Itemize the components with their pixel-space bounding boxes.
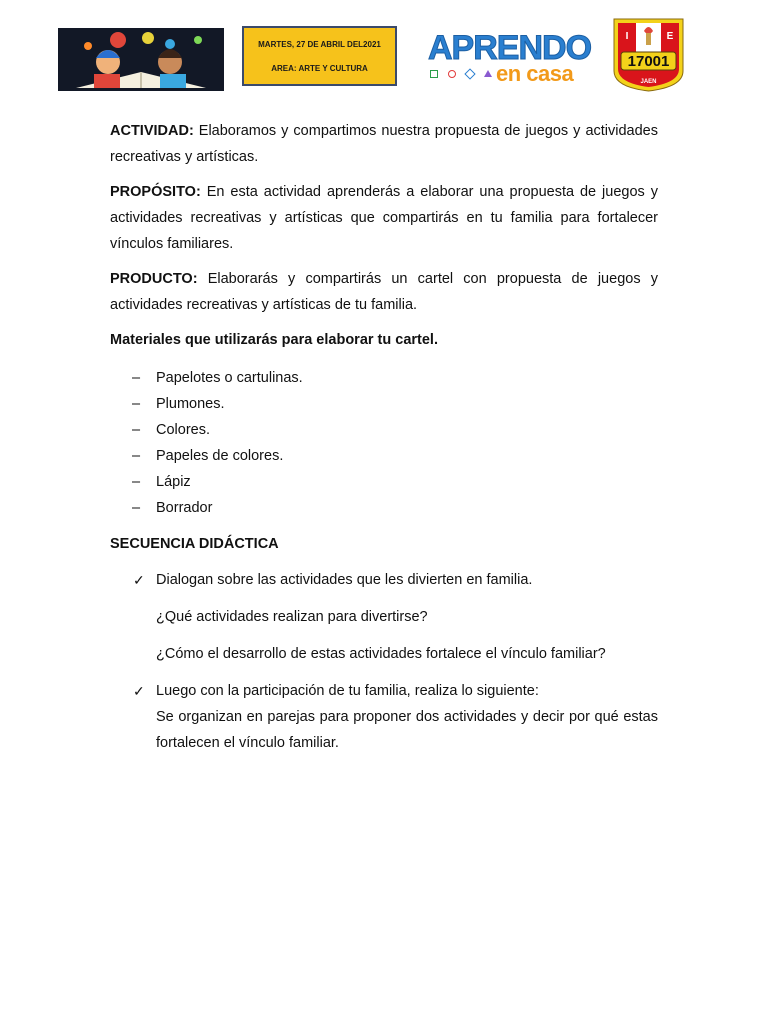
aprendo-en-casa-logo	[426, 27, 592, 87]
question-1: ¿Qué actividades realizan para divertirse?	[156, 609, 428, 625]
producto-label: PRODUCTO:	[110, 271, 198, 287]
actividad-text: Elaboramos y compartimos nuestra propuesta de juegos y actividades recreativas y artísticas.	[110, 123, 658, 165]
checkmark-icon: ✓	[133, 572, 145, 588]
proposito-text: En esta actividad aprenderás a elaborar una propuesta de juegos y actividades recreativas y artísticas que compartirás en tu familia para fortalecer vínculos familiares.	[110, 184, 658, 252]
material-text: Papeles de colores.	[156, 448, 284, 464]
material-text: Lápiz	[156, 474, 191, 490]
list-item	[110, 469, 658, 495]
list-item	[110, 417, 658, 443]
school-crest	[612, 17, 685, 93]
step-text: Dialogan sobre las actividades que les divierten en familia.	[156, 572, 533, 588]
dash-bullet: –	[132, 370, 141, 386]
date-area-box	[242, 26, 397, 86]
logo-aprendo-text: APRENDO	[428, 29, 592, 67]
logo-en-casa-text: en casa	[496, 61, 574, 86]
page-header	[0, 0, 768, 100]
logo-shapes	[430, 70, 492, 78]
date-label: MARTES, 27 DE ABRIL DEL2021	[258, 39, 381, 49]
crest-letter-e: E	[666, 31, 674, 42]
material-text: Plumones.	[156, 396, 225, 412]
crest-graphic	[612, 17, 685, 93]
document-body	[110, 118, 658, 767]
material-text: Papelotes o cartulinas.	[156, 370, 303, 386]
circle-icon	[448, 70, 456, 78]
producto-text: Elaborarás y compartirás un cartel con propuesta de juegos y actividades recreativas y artísticas de tu familia.	[110, 271, 658, 313]
diamond-icon	[464, 68, 475, 79]
area-label: AREA: ARTE Y CULTURA	[271, 63, 368, 73]
list-item	[110, 495, 658, 521]
sequence-step-1	[110, 567, 658, 667]
list-item	[110, 365, 658, 391]
dash-bullet: –	[132, 474, 141, 490]
list-item	[110, 391, 658, 417]
materials-list	[110, 365, 658, 521]
dash-bullet: –	[132, 448, 141, 464]
illustration-graphic	[58, 28, 224, 91]
children-reading-illustration	[58, 28, 224, 91]
crest-number: 17001	[627, 53, 670, 70]
actividad-label: ACTIVIDAD:	[110, 123, 194, 139]
proposito-paragraph	[110, 179, 658, 257]
dash-bullet: –	[132, 396, 141, 412]
checkmark-icon: ✓	[133, 683, 145, 699]
checklist-item	[110, 567, 658, 593]
step-detail: Se organizan en parejas para proponer dos actividades y decir por qué estas fortalecen el vínculo familiar.	[156, 709, 658, 751]
crest-city: JAEN	[640, 79, 657, 85]
material-text: Borrador	[156, 500, 213, 516]
materials-heading: Materiales que utilizarás para elaborar tu cartel.	[110, 332, 438, 348]
step-text: Luego con la participación de tu familia, realiza lo siguiente:	[156, 683, 539, 699]
square-icon	[430, 70, 438, 78]
triangle-icon	[484, 70, 492, 77]
list-item	[110, 443, 658, 469]
dash-bullet: –	[132, 500, 141, 516]
question-2: ¿Cómo el desarrollo de estas actividades fortalece el vínculo familiar?	[156, 646, 606, 662]
material-text: Colores.	[156, 422, 210, 438]
producto-paragraph	[110, 266, 658, 318]
crest-letter-i: I	[625, 31, 629, 42]
sequence-step-2	[110, 678, 658, 756]
actividad-paragraph	[110, 118, 658, 170]
checklist-item	[110, 678, 658, 704]
proposito-label: PROPÓSITO:	[110, 184, 201, 200]
dash-bullet: –	[132, 422, 141, 438]
secuencia-heading: SECUENCIA DIDÁCTICA	[110, 536, 279, 552]
